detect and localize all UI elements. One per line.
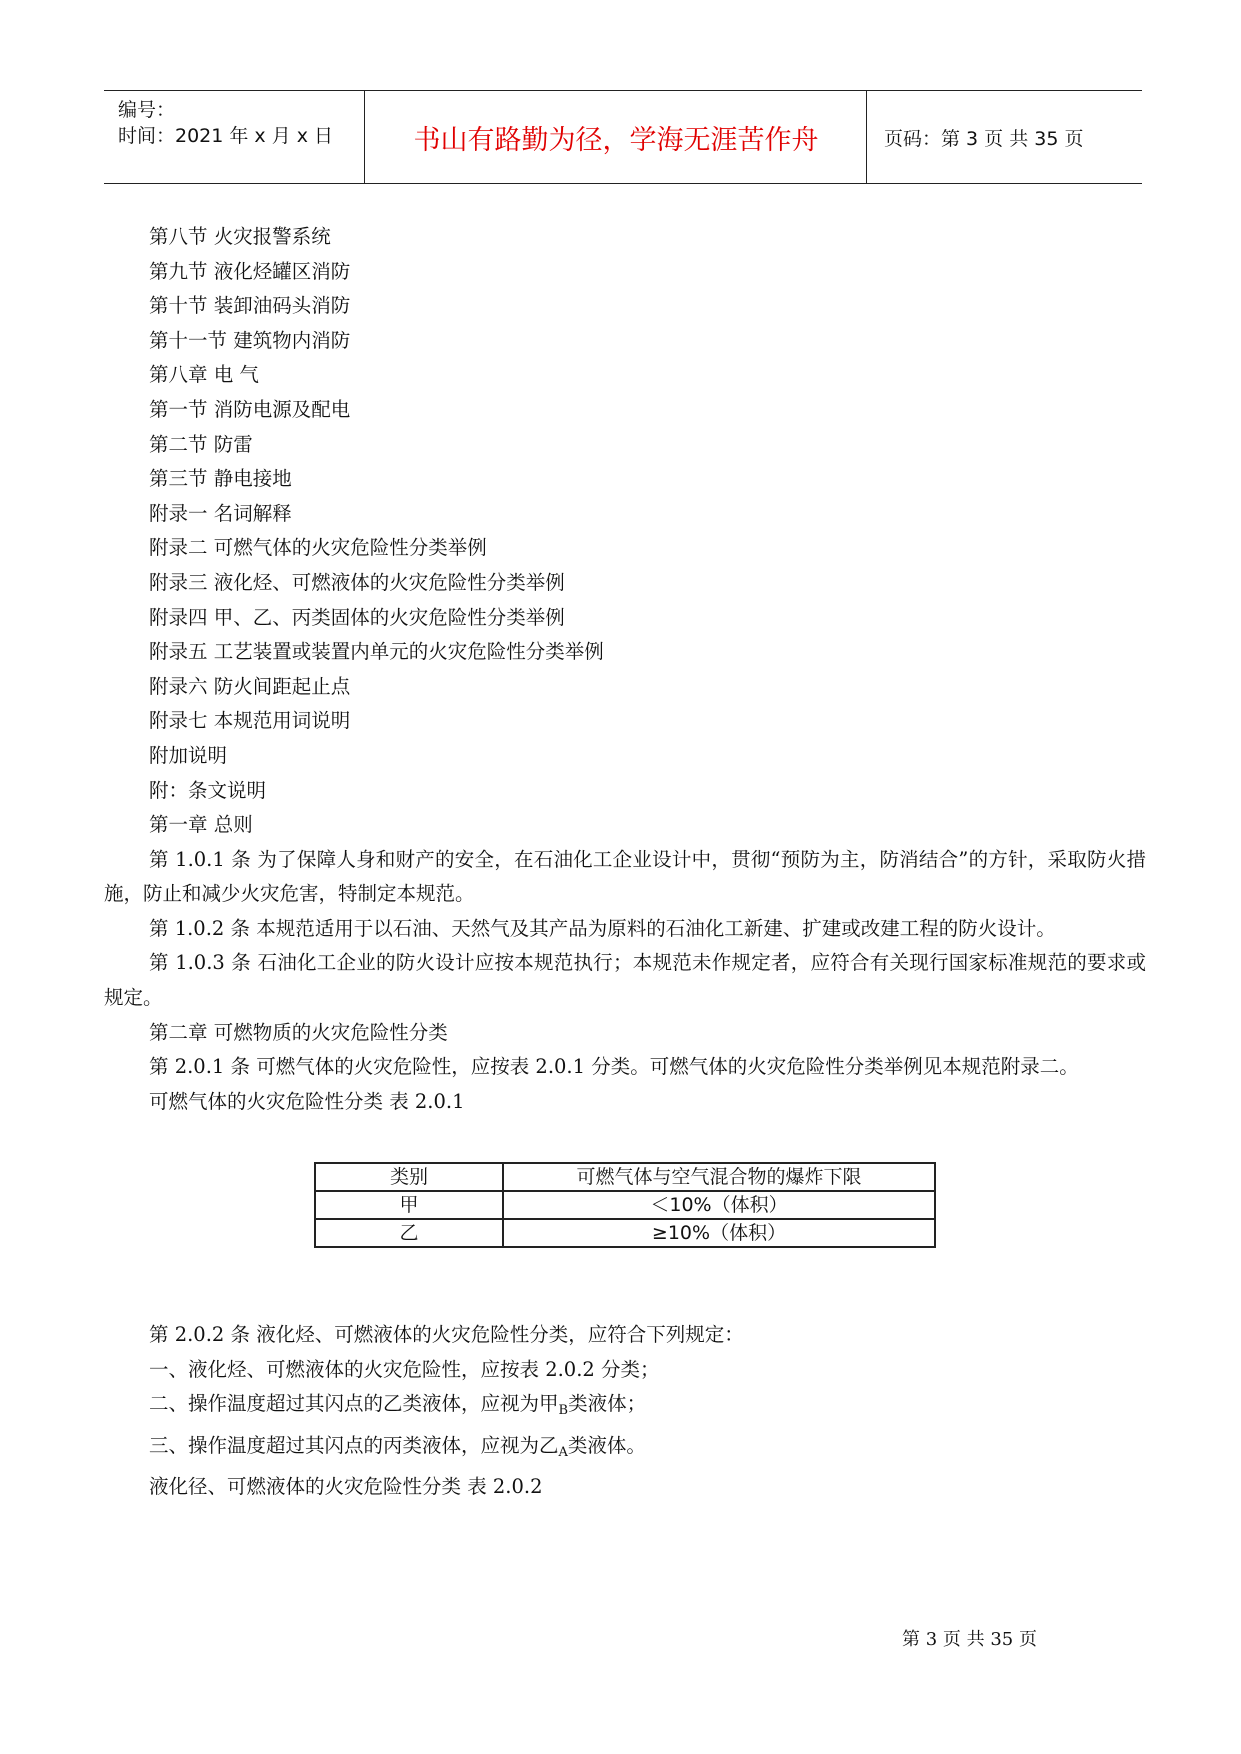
- toc-item: 附录四 甲、乙、丙类固体的火灾危险性分类举例: [149, 605, 565, 629]
- header-page-info: 页码：第 3 页 共 35 页: [884, 127, 1084, 150]
- toc-item: 第十节 装卸油码头消防: [149, 294, 351, 318]
- subscript: A: [558, 1444, 568, 1460]
- toc-item: 附录六 防火间距起止点: [149, 674, 351, 698]
- table-header-row: [315, 1163, 935, 1191]
- toc-item: 附加说明: [149, 743, 228, 767]
- list-item-text: 二、操作温度超过其闪点的乙类液体，应视为甲: [149, 1392, 559, 1416]
- article-1-0-2: 第 1.0.2 条 本规范适用于以石油、天然气及其产品为原料的石油化工新建、扩建或改建工程的防火设计。: [149, 916, 1056, 940]
- header-divider: [866, 91, 867, 183]
- document-body-lower: [104, 1318, 1146, 1505]
- table-cell: 乙: [315, 1219, 503, 1247]
- toc-item: 附录二 可燃气体的火灾危险性分类举例: [149, 536, 487, 560]
- document-number-label: 编号：: [118, 99, 176, 121]
- header-divider: [364, 91, 365, 183]
- header-meta: [118, 91, 368, 183]
- table-row: [315, 1219, 935, 1247]
- list-item-text: 类液体。: [567, 1433, 646, 1457]
- toc-item: 附录三 液化烃、可燃液体的火灾危险性分类举例: [149, 570, 565, 594]
- toc-item: 附：条文说明: [149, 778, 267, 802]
- table-cell: ＜10%（体积）: [503, 1191, 935, 1219]
- list-item: [104, 1387, 1146, 1429]
- toc-item: 附录一 名词解释: [149, 501, 292, 525]
- table-cell: 甲: [315, 1191, 503, 1219]
- chapter-2-heading: 第二章 可燃物质的火灾危险性分类: [149, 1020, 448, 1044]
- table-2-0-1-caption: 可燃气体的火灾危险性分类 表 2.0.1: [149, 1089, 465, 1113]
- table-header-cell: 可燃气体与空气混合物的爆炸下限: [503, 1163, 935, 1191]
- toc-item: 第二节 防雷: [149, 432, 253, 456]
- article-1-0-1: 第 1.0.1 条 为了保障人身和财产的安全，在石油化工企业设计中，贯彻“预防为主，防消结合”的方针，采取防火措施，防止和减少火灾危害，特制定本规范。: [104, 847, 1146, 906]
- list-item: [104, 1429, 1146, 1471]
- list-item: 一、液化烃、可燃液体的火灾危险性，应按表 2.0.2 分类；: [149, 1357, 660, 1381]
- subscript: B: [558, 1403, 569, 1419]
- table-row: [315, 1191, 935, 1219]
- article-2-0-2: 第 2.0.2 条 液化烃、可燃液体的火灾危险性分类，应符合下列规定：: [149, 1323, 744, 1346]
- toc-item: 第一节 消防电源及配电: [149, 397, 351, 421]
- page-footer: 第 3 页 共 35 页: [902, 1629, 1037, 1650]
- table-cell: ≥10%（体积）: [503, 1219, 935, 1247]
- list-item-text: 类液体；: [568, 1392, 647, 1416]
- table-2-0-1: [314, 1162, 936, 1248]
- table-2-0-2-caption: 液化径、可燃液体的火灾危险性分类 表 2.0.2: [149, 1475, 543, 1499]
- toc-item: 第八章 电 气: [149, 363, 259, 387]
- article-2-0-1: 第 2.0.1 条 可燃气体的火灾危险性，应按表 2.0.1 分类。可燃气体的火灾危险性分类举例见本规范附录二。: [149, 1055, 1079, 1079]
- document-body: [104, 220, 1146, 1119]
- toc-item: 第一章 总则: [149, 813, 253, 837]
- list-item-text: 三、操作温度超过其闪点的丙类液体，应视为乙: [149, 1433, 559, 1457]
- toc-item: 第十一节 建筑物内消防: [149, 328, 351, 352]
- table-header-cell: 类别: [315, 1163, 503, 1191]
- document-time: 时间：2021 年 x 月 x 日: [118, 125, 334, 147]
- toc-item: 附录五 工艺装置或装置内单元的火灾危险性分类举例: [149, 640, 604, 664]
- toc-item: 第八节 火灾报警系统: [149, 225, 331, 248]
- toc-item: 附录七 本规范用词说明: [149, 709, 351, 733]
- toc-item: 第三节 静电接地: [149, 467, 292, 491]
- article-1-0-3: 第 1.0.3 条 石油化工企业的防火设计应按本规范执行；本规范未作规定者，应符合有关现行国家标准规范的要求或规定。: [104, 951, 1146, 1010]
- header-motto: 书山有路勤为径，学海无涯苦作舟: [413, 124, 819, 156]
- toc-item: 第九节 液化烃罐区消防: [149, 259, 351, 283]
- page-header: [104, 90, 1142, 184]
